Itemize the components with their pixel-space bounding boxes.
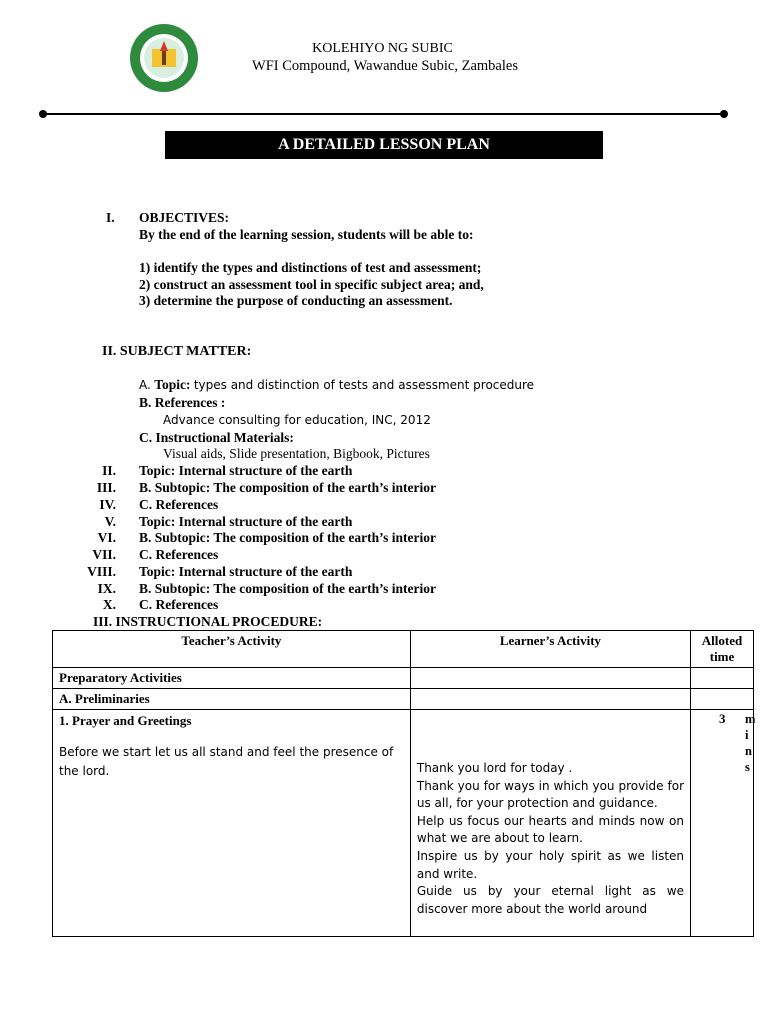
list-number: VIII. <box>87 564 116 579</box>
list-number: VII. <box>92 547 116 562</box>
objectives-heading: OBJECTIVES: <box>139 210 230 225</box>
prayer-teacher-cell <box>53 710 411 937</box>
header-teacher: Teacher’s Activity <box>53 631 411 668</box>
references-label: B. References : <box>139 395 226 410</box>
procedure-table <box>52 630 754 937</box>
objective-item: 1) identify the types and distinctions of test and assessment; <box>139 260 482 275</box>
header-time: Alloted time <box>691 631 754 668</box>
objectives-numeral: I. <box>106 210 115 225</box>
list-number: VI. <box>97 530 116 545</box>
list-text: B. Subtopic: The composition of the earth’s interior <box>139 581 436 596</box>
prayer-learner-text: Thank you lord for today . Thank you for ways in which you provide for us all, for your protection and guidance. Help us focus our hearts and minds now on what we are about to learn. Inspire us by your holy spirit as we listen and write. Guide us by your eternal light as we discover more about the world around <box>416 761 685 916</box>
prayer-teacher-text: Before we start let us all stand and feel the presence of the lord. <box>59 745 394 778</box>
prayer-time-cell <box>691 710 754 937</box>
list-text: B. Subtopic: The composition of the earth’s interior <box>139 480 436 495</box>
table-row <box>53 710 754 937</box>
preliminaries-cell: A. Preliminaries <box>53 689 411 710</box>
list-text: C. References <box>139 497 219 512</box>
materials-value: Visual aids, Slide presentation, Bigbook, Pictures <box>163 446 430 461</box>
list-number: IX. <box>97 581 116 596</box>
list-text: B. Subtopic: The composition of the earth’s interior <box>139 530 436 545</box>
time-unit: m i n s <box>745 712 756 774</box>
school-name: KOLEHIYO NG SUBIC <box>312 41 453 56</box>
list-text: Topic: Internal structure of the earth <box>139 514 353 529</box>
document-title: A DETAILED LESSON PLAN <box>165 131 603 159</box>
subject-matter-heading: II. SUBJECT MATTER: <box>102 344 252 359</box>
topic-value: types and distinction of tests and assessment procedure <box>193 378 535 392</box>
table-header-row <box>53 631 754 668</box>
objective-item: 2) construct an assessment tool in specific subject area; and, <box>139 277 484 292</box>
empty-cell <box>691 668 754 689</box>
time-value: 3 <box>719 711 726 726</box>
procedure-heading: III. INSTRUCTIONAL PROCEDURE: <box>93 614 323 629</box>
topic-label: Topic: <box>154 377 191 392</box>
list-number: V. <box>104 514 116 529</box>
table-row <box>53 668 754 689</box>
header-divider <box>44 113 725 115</box>
divider-right-dot <box>720 110 728 118</box>
list-text: Topic: Internal structure of the earth <box>139 463 353 478</box>
list-number: II. <box>102 463 116 478</box>
preparatory-cell: Preparatory Activities <box>53 668 411 689</box>
empty-cell <box>691 689 754 710</box>
prayer-learner-cell <box>410 710 690 937</box>
table-row <box>53 689 754 710</box>
header-learner: Learner’s Activity <box>410 631 690 668</box>
empty-cell <box>410 668 690 689</box>
topic-prefix: A. <box>139 378 151 392</box>
references-value: Advance consulting for education, INC, 2012 <box>163 413 431 427</box>
empty-cell <box>410 689 690 710</box>
school-address: WFI Compound, Wawandue Subic, Zambales <box>252 58 518 74</box>
materials-label: C. Instructional Materials: <box>139 430 294 445</box>
divider-left-dot <box>39 110 47 118</box>
topic-line <box>139 377 534 393</box>
list-text: C. References <box>139 597 219 612</box>
objectives-intro: By the end of the learning session, students will be able to: <box>139 227 474 242</box>
school-logo <box>124 23 204 93</box>
prayer-heading: 1. Prayer and Greetings <box>59 713 192 728</box>
list-text: C. References <box>139 547 219 562</box>
list-number: III. <box>96 480 116 495</box>
objective-item: 3) determine the purpose of conducting an assessment. <box>139 293 453 308</box>
list-number: IV. <box>99 497 116 512</box>
list-text: Topic: Internal structure of the earth <box>139 564 353 579</box>
list-number: X. <box>102 597 116 612</box>
